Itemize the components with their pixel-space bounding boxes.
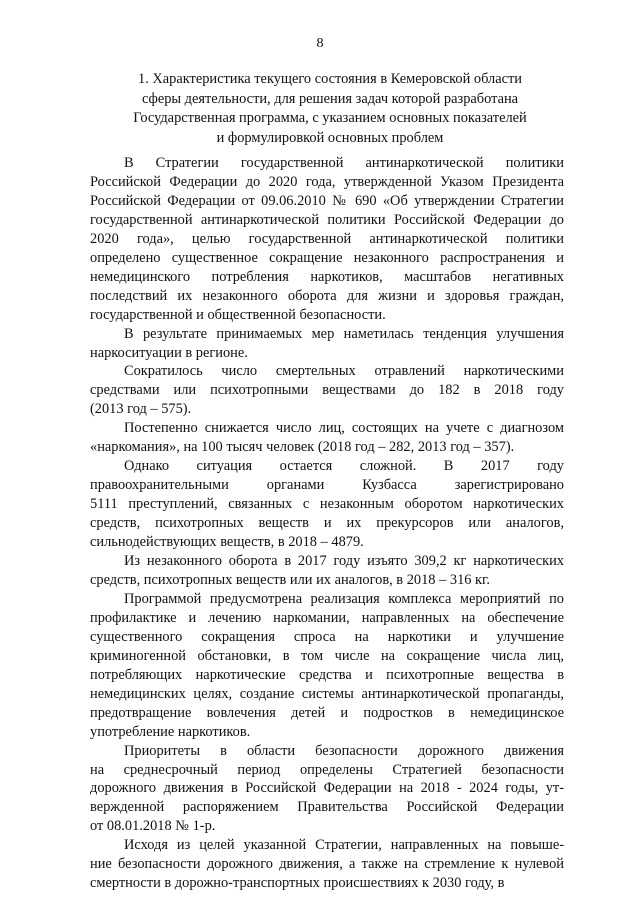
paragraph-line: Российской Федерации до 2020 года, утвержденной Указом Президента [90, 173, 564, 190]
body-paragraph [90, 419, 564, 457]
paragraph-line: немедицинского потребления наркотиков, масштабов негативных [90, 268, 564, 285]
paragraph-line: Исходя из целей указанной Стратегии, направленных на повыше- [124, 837, 564, 854]
paragraph-line: 5111 преступлений, связанных с незаконным оборотом наркотических [90, 496, 564, 513]
heading-line: и формулировкой основных проблем [216, 129, 444, 146]
heading-line: сферы деятельности, для решения задач которой разработана [141, 90, 519, 107]
paragraph-line: средств, психотропных веществ или их аналогов, в 2018 – 316 кг. [90, 571, 490, 588]
body-paragraph [90, 590, 564, 742]
paragraph-line: определено существенное сокращение незаконного распространения и [90, 249, 564, 266]
paragraph-line: средствами или психотропными веществами до 182 в 2018 году [90, 382, 564, 399]
body-paragraph [90, 362, 564, 419]
document-body [90, 154, 564, 893]
heading-line: Государственная программа, с указанием основных показателей [133, 110, 527, 126]
paragraph-line: Сократилось число смертельных отравлений наркотическими [124, 363, 564, 380]
paragraph-line: смертности в дорожно-транспортных происшествиях к 2030 году, в [90, 875, 505, 892]
paragraph-line: наркоситуации в регионе. [90, 344, 248, 361]
page-number: 8 [316, 36, 324, 51]
body-paragraph [90, 457, 564, 552]
body-paragraph [90, 154, 564, 325]
paragraph-line: существенного сокращения спроса на наркотики и улучшение [90, 628, 564, 645]
paragraph-line: 2020 года», целью государственной антинаркотической политики [90, 230, 564, 247]
paragraph-line: сильнодействующих веществ, в 2018 – 4879. [90, 534, 364, 551]
paragraph-line: Из незаконного оборота в 2017 году изъято 309,2 кг наркотических [124, 553, 564, 570]
paragraph-line: Программой предусмотрена реализация комплекса мероприятий по [124, 590, 564, 607]
paragraph-line: последствий их незаконного оборота для жизни и здоровья граждан, [90, 287, 564, 304]
body-paragraph [90, 325, 564, 363]
paragraph-line: криминогенной обстановки, в том числе на сокращение числа лиц, [90, 647, 564, 664]
paragraph-line: В Стратегии государственной антинаркотической политики [124, 155, 564, 171]
paragraph-line: Приоритеты в области безопасности дорожного движения [124, 742, 564, 759]
paragraph-line: профилактике и лечению наркомании, направленных на обеспечение [90, 609, 564, 626]
paragraph-line: дорожного движения в Российской Федерации на 2018 - 2024 годы, ут- [90, 780, 564, 797]
paragraph-line: предотвращение вовлечения детей и подростков в немедицинское [90, 704, 564, 721]
section-heading [90, 70, 570, 148]
paragraph-line: потребляющих наркотические средства и психотропные вещества в [90, 666, 564, 683]
paragraph-line: «наркомания», на 100 тысяч человек (2018 год – 282, 2013 год – 357). [90, 439, 515, 456]
paragraph-line: на среднесрочный период определены Стратегией безопасности [90, 761, 564, 778]
paragraph-line: правоохранительными органами Кузбасса зарегистрировано [90, 477, 564, 494]
paragraph-line: (2013 год – 575). [90, 401, 192, 418]
paragraph-line: Российской Федерации от 09.06.2010 № 690 «Об утверждении Стратегии [90, 192, 564, 209]
paragraph-line: немедицинских целях, создание системы антинаркотической пропаганды, [90, 685, 564, 702]
body-paragraph [90, 742, 564, 837]
paragraph-line: Однако ситуация остается сложной. В 2017 году [124, 458, 564, 475]
paragraph-line: средств, психотропных веществ и их прекурсоров или аналогов, [90, 515, 564, 532]
paragraph-line: государственной антинаркотической политики Российской Федерации до [90, 211, 564, 228]
paragraph-line: употребление наркотиков. [90, 723, 251, 740]
paragraph-line: ние безопасности дорожного движения, а также на стремление к нулевой [90, 856, 564, 873]
paragraph-line: государственной и общественной безопасности. [90, 306, 386, 323]
body-paragraph [90, 552, 564, 590]
paragraph-line: В результате принимаемых мер наметилась тенденция улучшения [124, 325, 564, 342]
heading-line: 1. Характеристика текущего состояния в Кемеровской области [138, 71, 522, 87]
paragraph-line: вержденной распоряжением Правительства Российской Федерации [90, 799, 564, 816]
body-paragraph [90, 836, 564, 893]
paragraph-line: от 08.01.2018 № 1-р. [90, 818, 216, 835]
paragraph-line: Постепенно снижается число лиц, состоящих на учете с диагнозом [124, 420, 564, 437]
